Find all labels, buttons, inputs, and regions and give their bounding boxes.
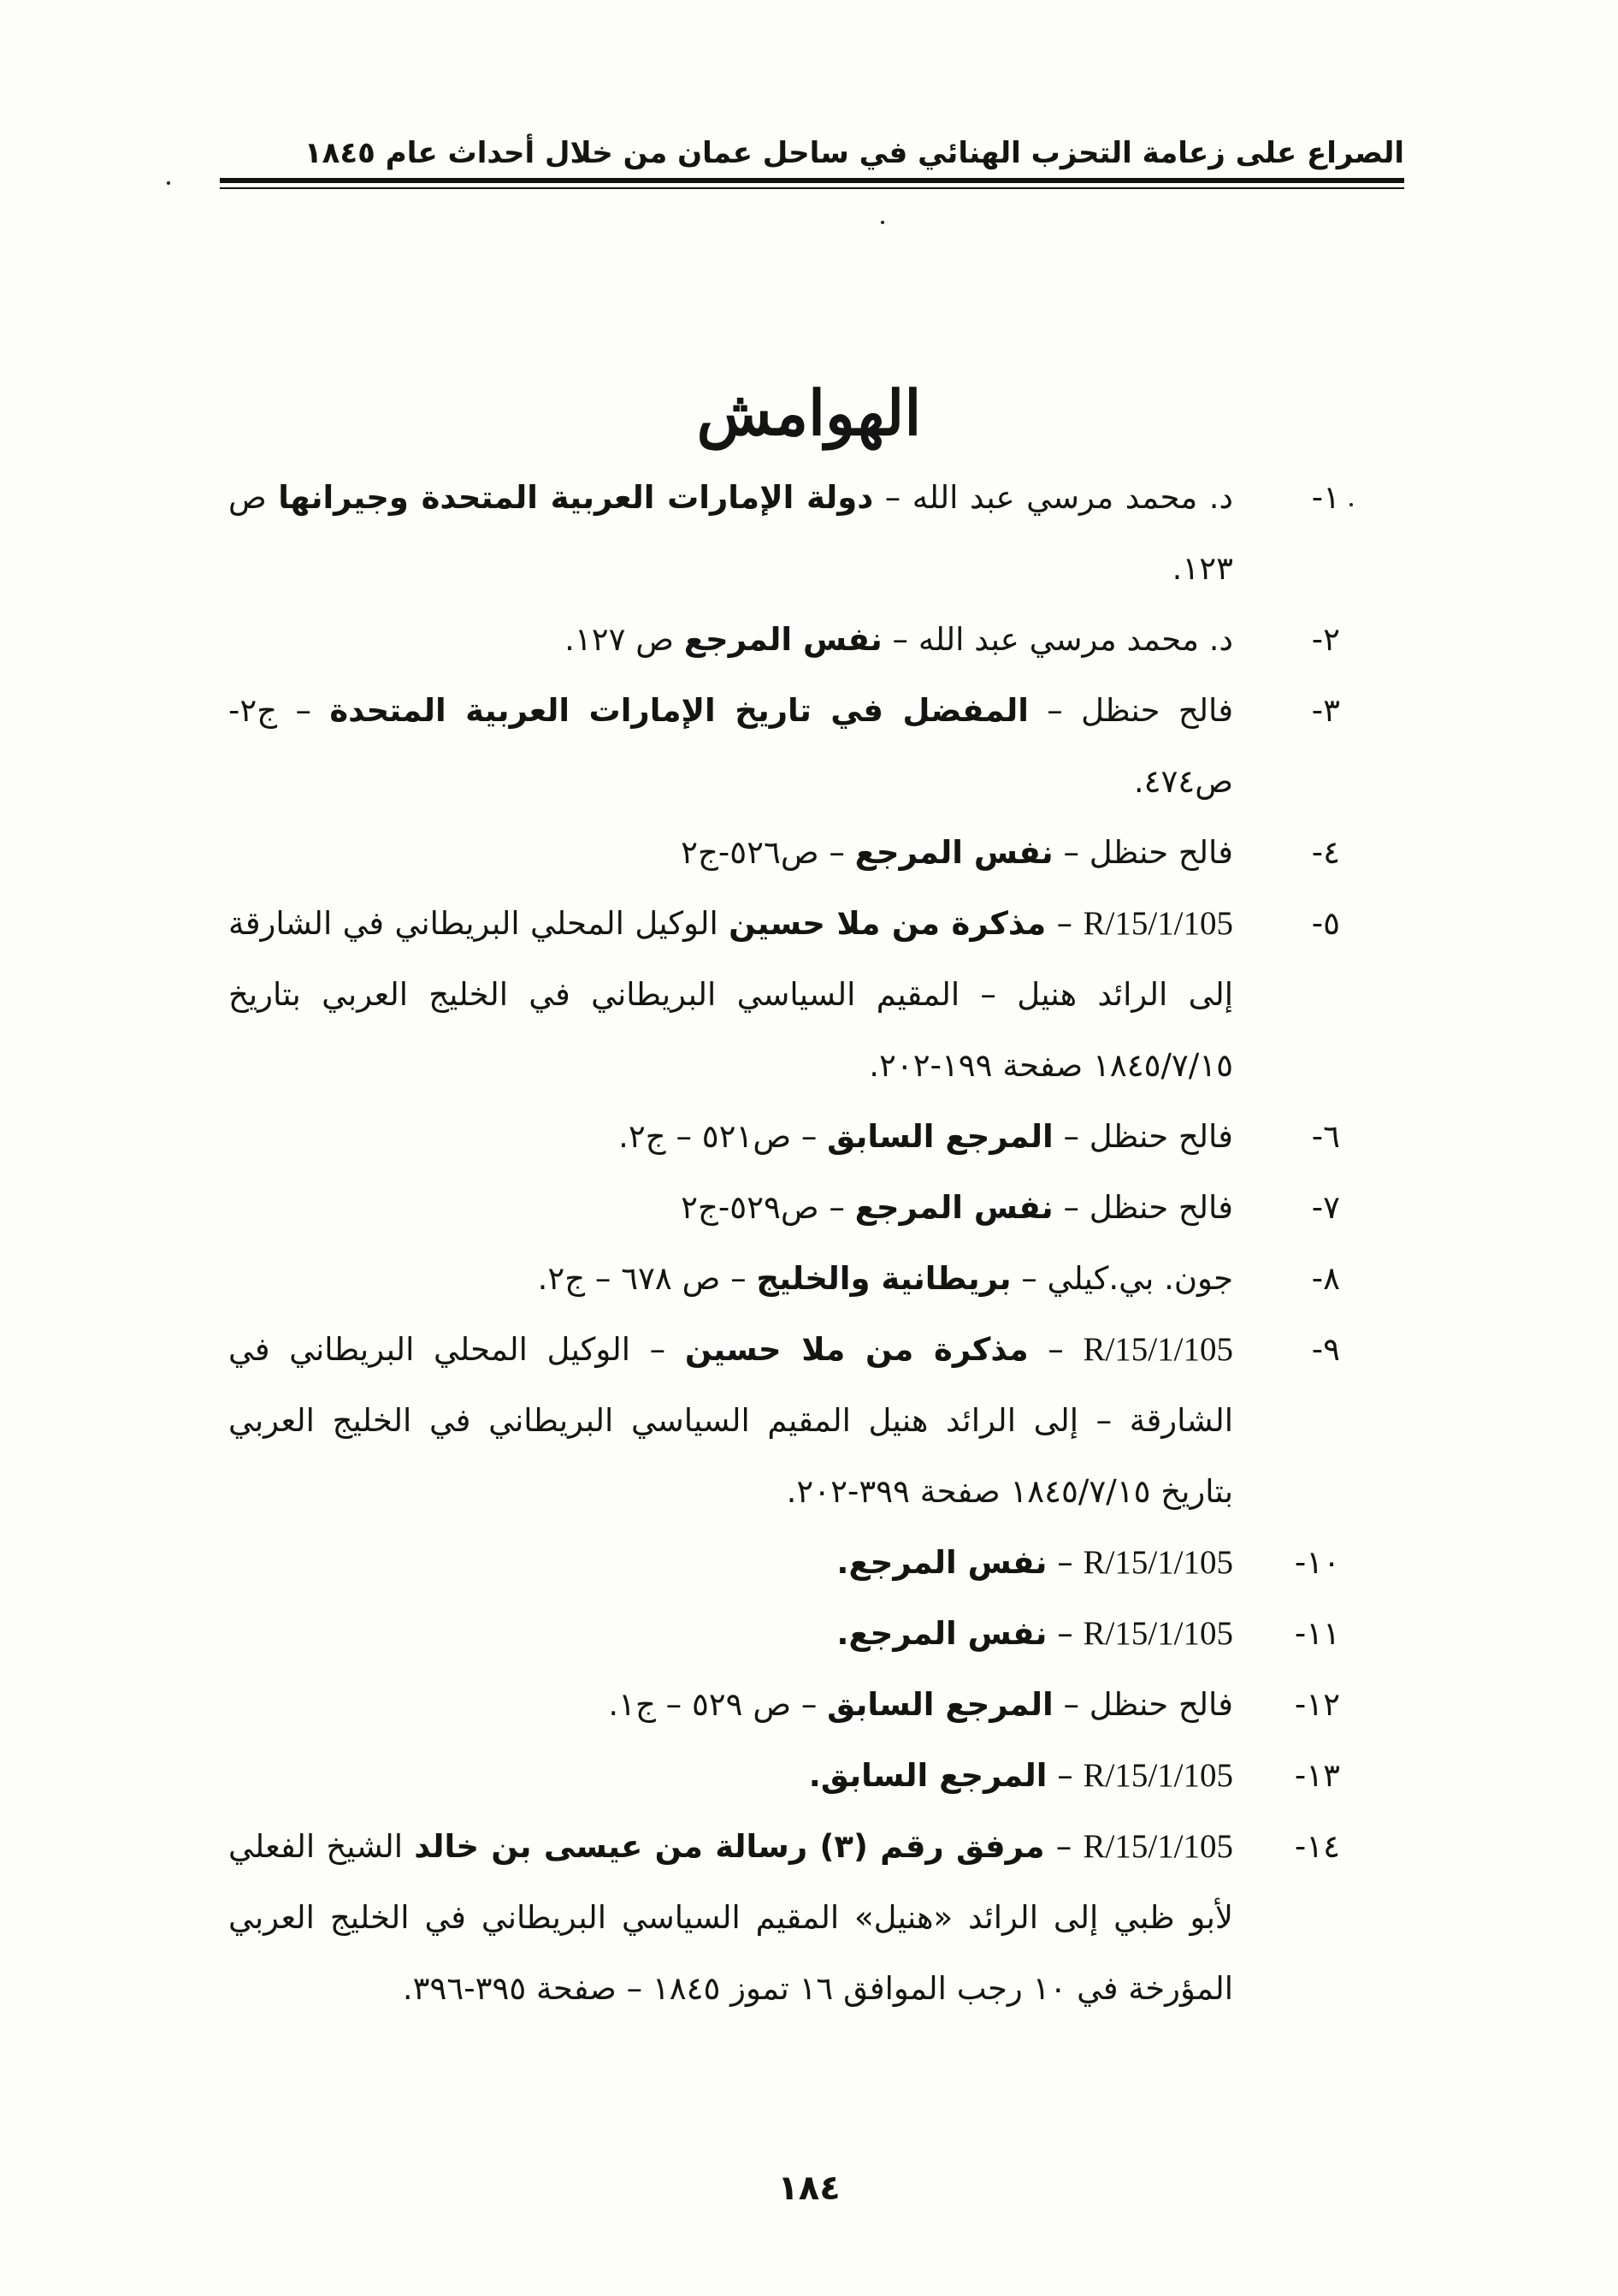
source-title: مذكرة من ملا حسين	[684, 1331, 1029, 1368]
footnote-number: ٦-	[1311, 1118, 1340, 1155]
footnote-text	[836, 1615, 1233, 1652]
footnote-text	[228, 479, 1233, 587]
footnote-number: ٣-	[1311, 692, 1340, 729]
footnote-item	[228, 1598, 1340, 1669]
footnote-segment: –	[1047, 1757, 1084, 1794]
footnote-text	[228, 692, 1233, 800]
footnote-segment: – ص٥٢١ – ج٢.	[618, 1118, 828, 1155]
footnote-segment: الشيخ الفعلي لأبو ظبي إلى الرائد «هنيل» المقيم السياسي البريطاني في الخليج العربي المؤرخة في ١٠ رجب الموافق ١٦ تموز ١٨٤٥ – صفحة ٣٩٥-٣٩٦.	[228, 1828, 1233, 2007]
footnote-segment: فالح حنظل –	[1053, 834, 1233, 871]
footnote-segment: جون. بي.كيلي –	[1011, 1260, 1233, 1297]
scan-speck	[1349, 503, 1353, 506]
running-header: الصراع على زعامة التحزب الهنائي في ساحل عمان من خلال أحداث عام ١٨٤٥	[304, 136, 1404, 170]
footnote-text	[228, 1828, 1233, 2007]
footnote-number: ١٢-	[1294, 1686, 1340, 1723]
footnote-number: ٢-	[1311, 621, 1340, 658]
scan-speck	[167, 181, 170, 185]
footnote-segment: د. محمد مرسي عبد الله –	[882, 621, 1233, 658]
section-title: الهوامش	[696, 376, 922, 450]
source-title: بريطانية والخليج	[756, 1260, 1012, 1297]
footnote-item	[228, 675, 1340, 817]
source-title: المفضل في تاريخ الإمارات العربية المتحدة	[329, 692, 1029, 729]
footnote-item	[228, 604, 1340, 675]
footnote-segment: ص ١٢٧.	[564, 621, 684, 658]
footnote-text	[538, 1260, 1233, 1297]
page-number: ١٨٤	[777, 2169, 841, 2208]
footnote-number: ٨-	[1311, 1260, 1340, 1297]
footnote-item	[228, 1314, 1340, 1527]
footnote-segment: فالح حنظل –	[1053, 1189, 1233, 1226]
header-rule	[220, 178, 1404, 183]
footnote-segment: –	[1046, 905, 1084, 942]
archive-reference: R/15/1/105	[1083, 1544, 1233, 1581]
footnote-number: ١٣-	[1294, 1757, 1340, 1794]
footnote-segment: فالح حنظل –	[1053, 1686, 1233, 1723]
footnote-segment: الوكيل المحلي البريطاني في الشارقة إلى الرائد هنيل – المقيم السياسي البريطاني في الخليج العربي بتاريخ ١٨٤٥/٧/١٥ صفحة ١٩٩-٢٠٢.	[228, 905, 1233, 1084]
source-title: نفس المرجع	[854, 1189, 1054, 1226]
footnote-number: ٩-	[1311, 1331, 1340, 1368]
footnote-text	[809, 1757, 1233, 1794]
footnote-segment: د. محمد مرسي عبد الله –	[873, 479, 1233, 516]
footnote-segment: –	[1044, 1828, 1084, 1865]
footnotes-list	[228, 462, 1340, 2024]
header-rule-thin	[220, 187, 1404, 189]
footnote-segment: – ص ٥٢٩ – ج١.	[608, 1686, 828, 1723]
footnote-number: ٧-	[1311, 1189, 1340, 1226]
source-title: نفس المرجع.	[836, 1544, 1048, 1581]
footnote-text	[564, 621, 1233, 658]
archive-reference: R/15/1/105	[1083, 1828, 1233, 1865]
footnote-segment: ص ١٢٣.	[228, 479, 1233, 587]
footnote-number: ٤-	[1311, 834, 1340, 871]
footnote-item	[228, 817, 1340, 888]
footnote-segment: – ص٥٢٦-ج٢	[681, 834, 855, 871]
footnote-item	[228, 1101, 1340, 1172]
footnote-number: ١٠-	[1294, 1544, 1340, 1581]
footnote-number: ١-	[1311, 479, 1340, 516]
source-title: نفس المرجع.	[836, 1615, 1048, 1652]
footnote-segment: –	[1028, 1331, 1084, 1368]
archive-reference: R/15/1/105	[1083, 1615, 1233, 1652]
footnote-item	[228, 1811, 1340, 2024]
footnote-number: ٥-	[1311, 905, 1340, 942]
footnote-text	[681, 1189, 1233, 1226]
footnote-item	[228, 1740, 1340, 1811]
footnote-item	[228, 1243, 1340, 1314]
source-title: المرجع السابق	[827, 1686, 1054, 1723]
footnote-segment: – ص ٦٧٨ – ج٢.	[537, 1260, 757, 1297]
source-title: المرجع السابق	[827, 1118, 1054, 1155]
source-title: نفس المرجع	[854, 834, 1054, 871]
source-title: مذكرة من ملا حسين	[729, 905, 1047, 942]
footnote-text	[836, 1544, 1233, 1581]
scan-speck	[881, 221, 884, 224]
footnote-text	[228, 1331, 1233, 1510]
source-title: مرفق رقم (٣) رسالة من عيسى بن خالد	[414, 1828, 1045, 1865]
archive-reference: R/15/1/105	[1083, 1331, 1233, 1368]
footnote-segment: – ص٥٢٩-ج٢	[681, 1189, 855, 1226]
footnote-segment: فالح حنظل –	[1053, 1118, 1233, 1155]
footnote-text	[681, 834, 1233, 871]
archive-reference: R/15/1/105	[1083, 905, 1233, 942]
source-title: نفس المرجع	[683, 621, 883, 658]
source-title: دولة الإمارات العربية المتحدة وجيرانها	[278, 479, 874, 516]
footnote-item	[228, 1527, 1340, 1598]
footnote-item	[228, 1669, 1340, 1740]
footnote-segment: فالح حنظل –	[1028, 692, 1234, 729]
footnote-text	[618, 1118, 1233, 1155]
footnote-number: ١٤-	[1294, 1828, 1340, 1865]
footnote-segment: –	[1047, 1615, 1084, 1652]
footnote-item	[228, 1172, 1340, 1243]
footnote-item	[228, 462, 1340, 604]
archive-reference: R/15/1/105	[1083, 1757, 1233, 1794]
footnote-segment: – ج٢- ص٤٧٤.	[228, 692, 1233, 800]
footnote-number: ١١-	[1294, 1615, 1340, 1652]
footnote-text	[228, 905, 1233, 1084]
footnote-segment: – الوكيل المحلي البريطاني في الشارقة – إلى الرائد هنيل المقيم السياسي البريطاني في الخليج العربي بتاريخ ١٨٤٥/٧/١٥ صفحة ٣٩٩-٢٠٢.	[228, 1331, 1233, 1510]
footnote-item	[228, 888, 1340, 1101]
source-title: المرجع السابق.	[808, 1757, 1048, 1794]
footnote-text	[608, 1686, 1233, 1723]
footnote-segment: –	[1047, 1544, 1084, 1581]
